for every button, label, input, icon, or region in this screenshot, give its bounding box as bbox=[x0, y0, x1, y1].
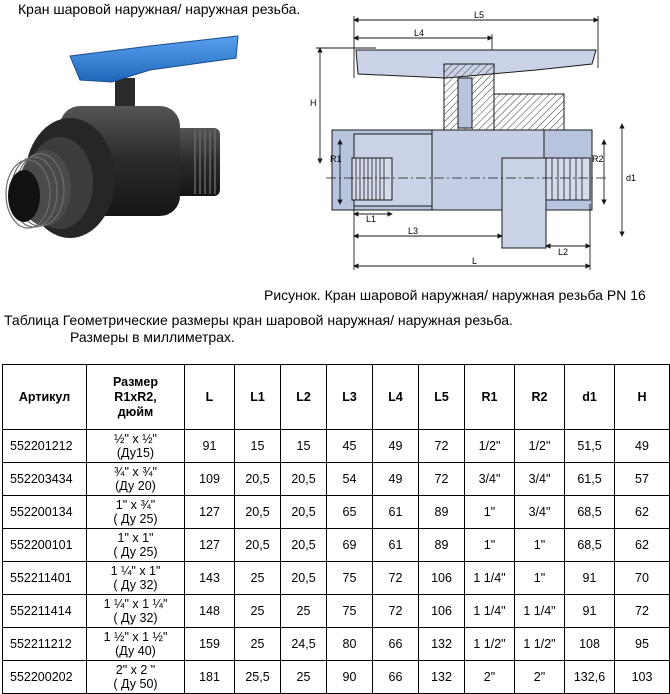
header-L3: L3 bbox=[327, 365, 373, 430]
cell-L: 159 bbox=[185, 628, 235, 661]
cell-R1: 1 1/4" bbox=[465, 562, 515, 595]
dim-L: L bbox=[472, 256, 478, 266]
header-L4: L4 bbox=[373, 365, 419, 430]
cell-L1: 15 bbox=[235, 430, 281, 463]
cell-size bbox=[87, 661, 185, 694]
cell-L: 143 bbox=[185, 562, 235, 595]
dim-R2: R2 bbox=[592, 154, 604, 164]
cell-size-thread: 1" х 1" bbox=[117, 531, 154, 545]
cell-L2: 15 bbox=[281, 430, 327, 463]
header-H: H bbox=[615, 365, 670, 430]
cell-article: 552211401 bbox=[3, 562, 87, 595]
cell-size bbox=[87, 496, 185, 529]
cell-size-dn: ( Ду 50) bbox=[113, 677, 158, 691]
cell-L5: 132 bbox=[419, 628, 465, 661]
cell-size-thread: 1 ¼" х 1 ¼" bbox=[103, 597, 168, 611]
table-row bbox=[3, 463, 670, 496]
cell-size-dn: (Ду 20) bbox=[115, 479, 156, 493]
cell-R2: 1/2" bbox=[515, 430, 565, 463]
cell-d1: 61,5 bbox=[565, 463, 615, 496]
table-caption-line2: Размеры в миллиметрах. bbox=[70, 329, 235, 345]
header-d1: d1 bbox=[565, 365, 615, 430]
valve-photo bbox=[0, 18, 250, 248]
cell-L: 181 bbox=[185, 661, 235, 694]
page-title: Кран шаровой наружная/ наружная резьба. bbox=[18, 1, 301, 17]
dim-L2: L2 bbox=[558, 247, 569, 257]
cell-size-dn: (Ду15) bbox=[116, 446, 155, 460]
cell-H: 49 bbox=[615, 430, 670, 463]
cell-R2: 3/4" bbox=[515, 463, 565, 496]
cell-L5: 89 bbox=[419, 496, 465, 529]
cell-size-thread: 1 ½" х 1 ½" bbox=[103, 630, 168, 644]
cell-R2: 1 1/4" bbox=[515, 595, 565, 628]
cell-size-dn: (Ду 40) bbox=[115, 644, 156, 658]
cell-L3: 75 bbox=[327, 595, 373, 628]
dim-L5: L5 bbox=[474, 10, 485, 20]
dim-H: H bbox=[310, 98, 317, 108]
cell-d1: 108 bbox=[565, 628, 615, 661]
dim-L4: L4 bbox=[414, 28, 425, 38]
cell-L: 127 bbox=[185, 496, 235, 529]
table-row bbox=[3, 529, 670, 562]
cell-L1: 25 bbox=[235, 562, 281, 595]
table-row bbox=[3, 595, 670, 628]
cell-L5: 106 bbox=[419, 562, 465, 595]
header-article: Артикул bbox=[3, 365, 87, 430]
cell-size-dn: ( Ду 25) bbox=[113, 545, 158, 559]
cell-L4: 66 bbox=[373, 628, 419, 661]
cell-size bbox=[87, 562, 185, 595]
cell-L3: 75 bbox=[327, 562, 373, 595]
cell-L3: 80 bbox=[327, 628, 373, 661]
dim-R1: R1 bbox=[330, 154, 342, 164]
cell-L2: 20,5 bbox=[281, 496, 327, 529]
cell-L3: 45 bbox=[327, 430, 373, 463]
cell-L4: 66 bbox=[373, 661, 419, 694]
cell-R2: 1 1/2" bbox=[515, 628, 565, 661]
cell-d1: 91 bbox=[565, 595, 615, 628]
cell-L2: 20,5 bbox=[281, 463, 327, 496]
cell-size-dn: ( Ду 32) bbox=[113, 578, 158, 592]
table-body bbox=[3, 430, 670, 694]
header-L5: L5 bbox=[419, 365, 465, 430]
cell-L5: 132 bbox=[419, 661, 465, 694]
valve-drawing bbox=[296, 8, 670, 280]
header-L1: L1 bbox=[235, 365, 281, 430]
cell-L5: 72 bbox=[419, 463, 465, 496]
cell-size-dn: ( Ду 25) bbox=[113, 512, 158, 526]
cell-R1: 1" bbox=[465, 496, 515, 529]
cell-R1: 1 1/2" bbox=[465, 628, 515, 661]
cell-R2: 1" bbox=[515, 529, 565, 562]
cell-R1: 2" bbox=[465, 661, 515, 694]
cell-L1: 20,5 bbox=[235, 496, 281, 529]
cell-H: 62 bbox=[615, 496, 670, 529]
cell-L2: 24,5 bbox=[281, 628, 327, 661]
header-L2: L2 bbox=[281, 365, 327, 430]
table-row bbox=[3, 562, 670, 595]
cell-size-thread: 1" х ¾" bbox=[115, 498, 156, 512]
cell-L5: 72 bbox=[419, 430, 465, 463]
cell-article: 552200134 bbox=[3, 496, 87, 529]
dimensions-table bbox=[2, 364, 670, 694]
cell-L4: 61 bbox=[373, 496, 419, 529]
cell-L3: 54 bbox=[327, 463, 373, 496]
cell-article: 552200202 bbox=[3, 661, 87, 694]
table-row bbox=[3, 661, 670, 694]
cell-H: 70 bbox=[615, 562, 670, 595]
cell-R1: 1 1/4" bbox=[465, 595, 515, 628]
cell-L1: 20,5 bbox=[235, 529, 281, 562]
table-caption-line1: Таблица Геометрические размеры кран шаровой наружная/ наружная резьба. bbox=[4, 312, 513, 328]
cell-R1: 3/4" bbox=[465, 463, 515, 496]
cell-size-thread: 2" х 2 " bbox=[115, 663, 156, 677]
cell-L2: 20,5 bbox=[281, 529, 327, 562]
cell-article: 552200101 bbox=[3, 529, 87, 562]
cell-L5: 106 bbox=[419, 595, 465, 628]
figure-caption: Рисунок. Кран шаровой наружная/ наружная резьба PN 16 bbox=[264, 287, 646, 303]
cell-L2: 20,5 bbox=[281, 562, 327, 595]
cell-size-thread: 1 ¼" х 1" bbox=[110, 564, 161, 578]
cell-R2: 3/4" bbox=[515, 496, 565, 529]
cell-size bbox=[87, 430, 185, 463]
dim-d1: d1 bbox=[626, 173, 637, 183]
cell-size-thread: ¾" х ¾" bbox=[114, 465, 157, 479]
cell-article: 552201212 bbox=[3, 430, 87, 463]
table-caption bbox=[4, 312, 513, 346]
cell-L3: 69 bbox=[327, 529, 373, 562]
cell-L: 91 bbox=[185, 430, 235, 463]
dim-L3: L3 bbox=[408, 226, 419, 236]
cell-d1: 68,5 bbox=[565, 529, 615, 562]
cell-L2: 25 bbox=[281, 661, 327, 694]
table-row bbox=[3, 430, 670, 463]
cell-L3: 65 bbox=[327, 496, 373, 529]
cell-R1: 1/2" bbox=[465, 430, 515, 463]
cell-L1: 25 bbox=[235, 628, 281, 661]
cell-size bbox=[87, 595, 185, 628]
cell-L4: 72 bbox=[373, 562, 419, 595]
cell-d1: 132,6 bbox=[565, 661, 615, 694]
cell-L5: 89 bbox=[419, 529, 465, 562]
table-row bbox=[3, 628, 670, 661]
cell-d1: 68,5 bbox=[565, 496, 615, 529]
cell-L1: 20,5 bbox=[235, 463, 281, 496]
cell-R2: 1" bbox=[515, 562, 565, 595]
cell-L3: 90 bbox=[327, 661, 373, 694]
cell-L1: 25,5 bbox=[235, 661, 281, 694]
header-size: Размер R1xR2, дюйм bbox=[87, 365, 185, 430]
cell-size bbox=[87, 628, 185, 661]
cell-size bbox=[87, 529, 185, 562]
cell-d1: 91 bbox=[565, 562, 615, 595]
cell-size-thread: ½" х ½" bbox=[114, 432, 157, 446]
header-L: L bbox=[185, 365, 235, 430]
table-row bbox=[3, 496, 670, 529]
cell-article: 552203434 bbox=[3, 463, 87, 496]
cell-L4: 61 bbox=[373, 529, 419, 562]
cell-H: 103 bbox=[615, 661, 670, 694]
cell-size bbox=[87, 463, 185, 496]
cell-L2: 25 bbox=[281, 595, 327, 628]
cell-L: 109 bbox=[185, 463, 235, 496]
cell-R2: 2" bbox=[515, 661, 565, 694]
cell-size-dn: ( Ду 32) bbox=[113, 611, 158, 625]
cell-L: 127 bbox=[185, 529, 235, 562]
cell-H: 57 bbox=[615, 463, 670, 496]
cell-article: 552211212 bbox=[3, 628, 87, 661]
cell-L4: 49 bbox=[373, 430, 419, 463]
header-R2: R2 bbox=[515, 365, 565, 430]
table-header-row bbox=[3, 365, 670, 430]
cell-H: 62 bbox=[615, 529, 670, 562]
cell-H: 95 bbox=[615, 628, 670, 661]
cell-L4: 72 bbox=[373, 595, 419, 628]
cell-L: 148 bbox=[185, 595, 235, 628]
cell-H: 72 bbox=[615, 595, 670, 628]
cell-L4: 49 bbox=[373, 463, 419, 496]
cell-article: 552211414 bbox=[3, 595, 87, 628]
cell-d1: 51,5 bbox=[565, 430, 615, 463]
cell-L1: 25 bbox=[235, 595, 281, 628]
header-R1: R1 bbox=[465, 365, 515, 430]
dim-L1: L1 bbox=[366, 214, 377, 224]
cell-R1: 1" bbox=[465, 529, 515, 562]
